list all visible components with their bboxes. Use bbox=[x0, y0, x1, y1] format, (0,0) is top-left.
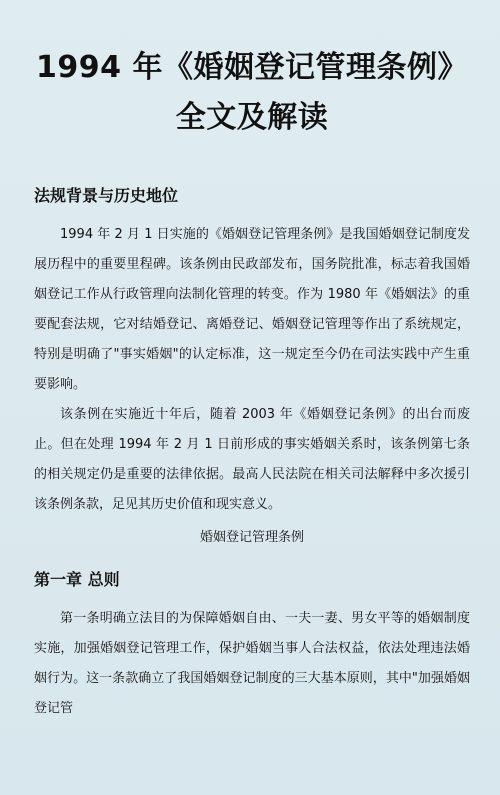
background-paragraph-2: 该条例在实施近十年后，随着 2003 年《婚姻登记条例》的出台而废止。但在处理 1994 年 2 月 1 日前形成的事实婚姻关系时，该条例第七条的相关规定仍是重要的法律依据。最高人民法院在相关司法解释中多次援引该条例条款，足见其历史价值和现实意义。 bbox=[34, 407, 470, 512]
section-heading-background: 法规背景与历史地位 bbox=[34, 186, 179, 205]
title-line-1: 1994 年《婚姻登记管理条例》 bbox=[36, 50, 468, 85]
title-line-2: 全文及解读 bbox=[175, 100, 329, 135]
chapter-1-heading: 第一章 总则 bbox=[34, 570, 120, 589]
regulation-name-label: 婚姻登记管理条例 bbox=[199, 530, 304, 545]
document-title bbox=[34, 0, 470, 142]
background-paragraph-1: 1994 年 2 月 1 日实施的《婚姻登记管理条例》是我国婚姻登记制度发展历程中的重要里程碑。该条例由民政部发布，国务院批准，标志着我国婚姻登记工作从行政管理向法制化管理的转变。作为 1980 年《婚姻法》的重要配套法规，它对结婚登记、离婚登记、婚姻登记管理等作出了系统规定，特别是明确了"事实婚姻"的认定标准，这一规定至今仍在司法实践中产生重要影响。 bbox=[34, 227, 470, 392]
chapter-1-paragraph-1: 第一条明确立法目的为保障婚姻自由、一夫一妻、男女平等的婚姻制度实施，加强婚姻登记管理工作，保护婚姻当事人合法权益，依法处理违法婚姻行为。这一条款确立了我国婚姻登记制度的三大基本原则，其中"加强婚姻登记管 bbox=[34, 611, 470, 716]
